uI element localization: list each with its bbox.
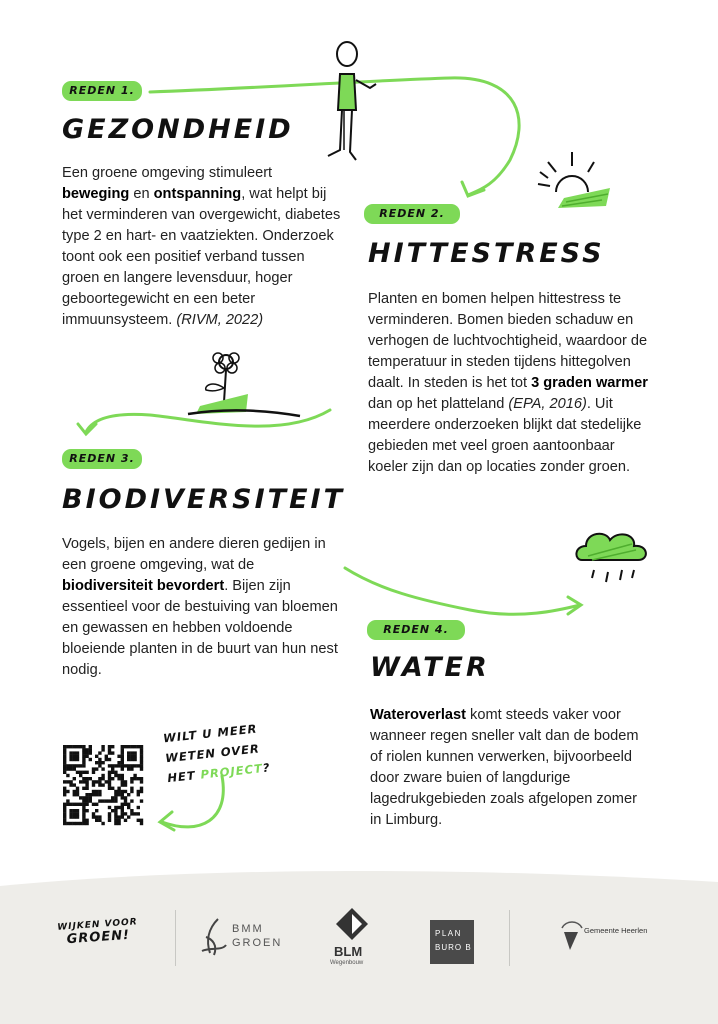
- section-title-3: BIODIVERSITEIT: [62, 484, 345, 515]
- cta-line-1: WILT U MEER: [162, 721, 259, 746]
- rain-cloud-icon: [572, 526, 654, 596]
- wijken-line-1: WIJKEN VOOR: [56, 917, 138, 933]
- footer-divider-1: [175, 910, 176, 966]
- flower-icon: [186, 350, 306, 422]
- section-body-3: Vogels, bijen en andere dieren gedijen in een groene omgeving, wat de biodiversiteit bevordert. Bijen zijn essentieel voor de bestuiving van bloemen en gewassen en hebben voldoende bloeiende planten in de buurt van hun nest nodig.: [62, 536, 338, 678]
- plan-buro-b-logo: [430, 920, 474, 964]
- plan-line-1: PLAN: [435, 929, 462, 938]
- cta-suffix: ?: [261, 760, 272, 776]
- blm-logo: [328, 906, 378, 976]
- plan-line-2: BURO B: [435, 943, 472, 952]
- qr-code[interactable]: [63, 745, 143, 825]
- section-tag-4: REDEN 4.: [367, 620, 465, 640]
- cta-line-2: WETEN OVER: [164, 741, 261, 766]
- blm-diamond-icon: [334, 906, 370, 942]
- gemeente-heerlen-logo: [558, 918, 668, 958]
- section-tag-3: REDEN 3.: [62, 449, 142, 469]
- footer-divider-2: [509, 910, 510, 966]
- cta-text: [162, 716, 288, 788]
- bmm-line-1: BMM: [232, 923, 264, 935]
- bmm-line-2: GROEN: [232, 937, 283, 949]
- wijken-line-2: GROEN!: [66, 927, 131, 948]
- section-tag-2: REDEN 2.: [364, 204, 460, 224]
- heerlen-emblem-icon: [558, 918, 584, 952]
- heerlen-name: Gemeente Heerlen: [584, 926, 648, 935]
- section-tag-1: REDEN 1.: [62, 81, 142, 101]
- section-body-1: Een groene omgeving stimuleert beweging en ontspanning, wat helpt bij het verminderen van overgewicht, diabetes type 2 en hart- en vaatziekten. Onderzoek toont ook een positief verband tussen groen en langere levensduur, hoger geboortegewicht en een beter immuunsysteem. (RIVM, 2022): [62, 165, 341, 328]
- blm-sub: Wegenbouw: [330, 960, 364, 966]
- section-title-1: GEZONDHEID: [62, 114, 294, 145]
- sun-icon: [536, 148, 616, 218]
- stick-figure-icon: [320, 40, 380, 170]
- cta-prefix: HET: [166, 767, 202, 786]
- section-body-2: Planten en bomen helpen hittestress te verminderen. Bomen bieden schaduw en verhogen de luchtvochtigheid, waardoor de temperatuur in steden tijdens hittegolven daalt. In steden is het tot 3 graden warmer dan op het platteland (EPA, 2016). Uit meerdere onderzoeken blijkt dat stedelijke gebieden met veel groen aantoonbaar koeler zijn dan op locaties zonder groen.: [368, 291, 648, 475]
- section-title-4: WATER: [370, 652, 490, 683]
- section-title-2: HITTESTRESS: [368, 238, 605, 269]
- bmm-groen-logo: [200, 915, 300, 959]
- bmm-swoosh-icon: [200, 917, 228, 957]
- blm-name: BLM: [334, 944, 363, 959]
- cta-highlight: PROJECT: [199, 761, 264, 782]
- section-body-4: Wateroverlast komt steeds vaker voor wanneer regen sneller valt dan de bodem of riolen kunnen verwerken, bijvoorbeeld door zware buien of langdurige lagedrukgebieden zoals afgelopen zomer in Limburg.: [370, 707, 639, 828]
